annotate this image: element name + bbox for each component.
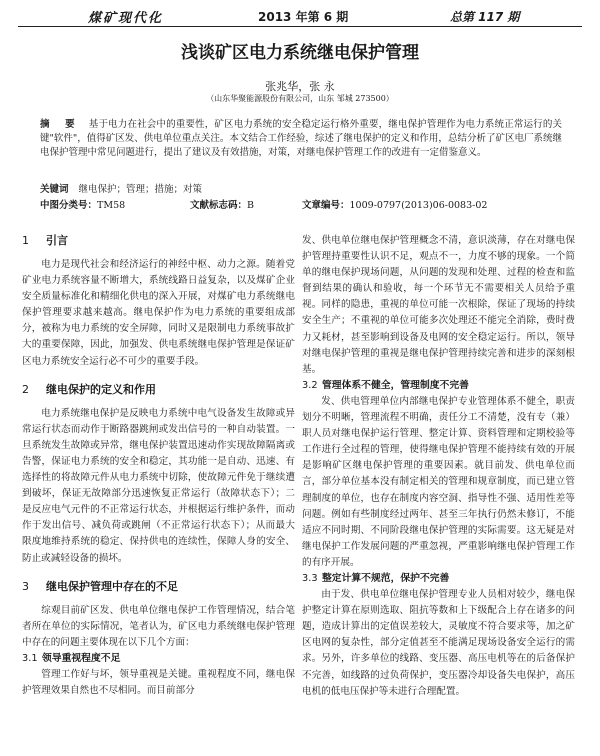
header-rule — [18, 26, 582, 27]
paragraph: 综观目前矿区发、供电单位继电保护工作管理情况，结合笔者所在单位的实际情况，笔者认为，矿区电力系统继电保护管理中存在的问题主要体现在以下几个方面： — [22, 604, 295, 648]
abstract-text: 基于电力在社会中的重要性，矿区电力系统的安全稳定运行格外重要，继电保护管理作为电力系统正常运行的关键"软件"，值得矿区发、供电单位重点关注。本文结合工作经验，综述了继电保护的定义和作用，总结分析了矿区电厂系统继电保护管理中常见问题进行，提出了建议及有效措施，对策，对继电保护管理工作的改进有一定借鉴意义。 — [40, 119, 562, 158]
section-number: 1 — [22, 234, 29, 247]
left-column — [22, 233, 295, 699]
subsection-number: 3.1 — [22, 652, 38, 664]
paragraph: 管理工作好与坏，领导重视是关键。重视程度不同，继电保护管理效果自然也不尽相同。而目前部分 — [22, 668, 295, 697]
abstract-block — [40, 118, 562, 160]
paragraph: 由于发、供电单位继电保护管理专业人员相对较少，继电保护整定计算在原则选取、阻抗等数和上下级配合上存在诸多的问题，造成计算出的定值误差较大，灵敏度不符合要求等，加之矿区电网的复杂性，部分定值甚至不能满足现场设备安全运行的需求。另外，许多单位的线路、变压器、高压电机等在的后备保护不完善，如线路的过负荷保护，变压器冷却设备失电保护，高压电机的低电压保护等未进行合理配置。 — [302, 589, 575, 697]
subsection-heading-3-3 — [302, 571, 575, 587]
subsection-title: 整定计算不规范，保护不完善 — [322, 572, 450, 584]
running-header — [0, 0, 600, 26]
subsection-heading-3-1 — [22, 651, 295, 667]
abstract-label: 摘 要 — [40, 119, 81, 130]
section-title: 引言 — [46, 234, 68, 247]
section-title: 继电保护管理中存在的不足 — [46, 579, 178, 593]
subsection-number: 3.3 — [302, 572, 318, 584]
subsection-title: 管理体系不健全，管理制度不完善 — [322, 379, 469, 391]
keywords-line — [40, 181, 202, 195]
article-number — [302, 197, 487, 211]
section-heading-3 — [22, 579, 295, 595]
class-number-label: 中图分类号： — [40, 200, 98, 211]
journal-name: 煤矿现代化 — [88, 11, 164, 26]
article-number-label: 文章编号： — [302, 200, 350, 211]
subsection-heading-3-2 — [302, 378, 575, 394]
document-code — [190, 197, 254, 211]
document-code-label: 文献标志码： — [190, 200, 248, 211]
article-number-value: 1009-0797(2013)06-0083-02 — [349, 200, 488, 211]
paragraph: 电力系统继电保护是反映电力系统中电气设备发生故障或异常运行状态而动作于断路器跳闸或发出信号的一种自动装置。一旦系统发生故障或异常，继电保护装置迅速动作实现故障隔离或告警，保证电力系统的安全和稳定，其功能一是自动、迅速、有选择性的将故障元件从电力系统中切除，使故障元件免于继续遭到破坏，保证无故障部分迅速恢复正常运行（故障状态下）；二是反应电气元件的不正常运行状态，并根据运行维护条件，而动作于发出信号、减负荷或跳闸（不正常运行状态下）；从而最大限度地维持系统的稳定、保持供电的连续性，保障人身的安全、防止或减轻设备的损坏。 — [22, 407, 295, 564]
section-heading-1 — [22, 233, 295, 249]
issue-number: 2013 年第 6 期 — [258, 10, 349, 24]
paragraph: 电力是现代社会和经济运行的神经中枢、动力之源。随着党矿业电力系统容量不断增大，系统线路日益复杂，以及煤矿企业安全质量标准化和精细化供电的深入开展，对煤矿电力系统继电保护管理要求越来越高。继电保护作为电力系统的重要组成部分，被称为电力系统的安全屏障，同时又是限制电力系统事故扩大的重要保障，因此，加强发、供电系统继电保护管理是保证矿区电力系统安全运行必不可少的重要手段。 — [22, 259, 295, 367]
subsection-title: 领导重视程度不足 — [42, 652, 121, 664]
class-number-value: TM58 — [97, 200, 126, 211]
article-title: 浅谈矿区电力系统继电保护管理 — [181, 43, 419, 63]
author-line: 张兆华，张 永 — [265, 80, 335, 93]
total-issue-number: 总第 117 期 — [450, 10, 520, 24]
section-number: 3 — [22, 579, 29, 593]
right-column — [302, 233, 575, 700]
paragraph: 发、供电管理单位内部继电保护专业管理体系不健全，职责划分不明晰，管理流程不明确，责任分工不清楚，没有专（兼）职人员对继电保护运行管理、整定计算、资料管理和定期校验等工作进行全过程的管理，使得继电保护管理不能持续有效的开展是影响矿区继电保护管理的重要因素。就目前发、供电单位而言，部分单位基本没有制定相关的管理和规章制度，而已建立管理制度的单位，也存在制度内容空洞、指导性不强、适用性差等问题。例如有些制度经过两年、甚至三年执行仍然未修订，不能适应不同时期、不同阶段继电保护管理的实际需要。这无疑是对继电保护工作发展问题的严重忽视，严重影响继电保护管理工作的有序开展。 — [302, 395, 575, 568]
section-heading-2 — [22, 382, 295, 398]
subsection-number: 3.2 — [302, 379, 318, 391]
affiliation-line: （山东华聚能源股份有限公司，山东 邹城 273500） — [206, 94, 394, 103]
keywords-text: 继电保护；管理；措施；对策 — [78, 184, 203, 195]
keywords-label: 关键词 — [40, 184, 69, 195]
class-number — [40, 197, 125, 211]
section-number: 2 — [22, 382, 29, 396]
document-code-value: B — [247, 200, 254, 211]
paragraph: 发、供电单位继电保护管理概念不清，意识淡薄，存在对继电保护管理持重要性认识不足，观点不一，力度不够的现象。一个简单的继电保护现场问题，从问题的发现和处理、过程的检查和监督到结果的确认和验收，每一个环节无不需要相关人员给予重视。同样的隐患，重视的单位可能一次根除，保证了现场的持续安全生产；不重视的单位可能多次处理还不能完全消除，费时费力又耗材，甚至影响到设备及电网的安全稳定运行。所以，领导对继电保护管理的重视是继电保护管理持续完善和进步的深刻根基。 — [302, 235, 575, 375]
section-title: 继电保护的定义和作用 — [46, 382, 156, 396]
